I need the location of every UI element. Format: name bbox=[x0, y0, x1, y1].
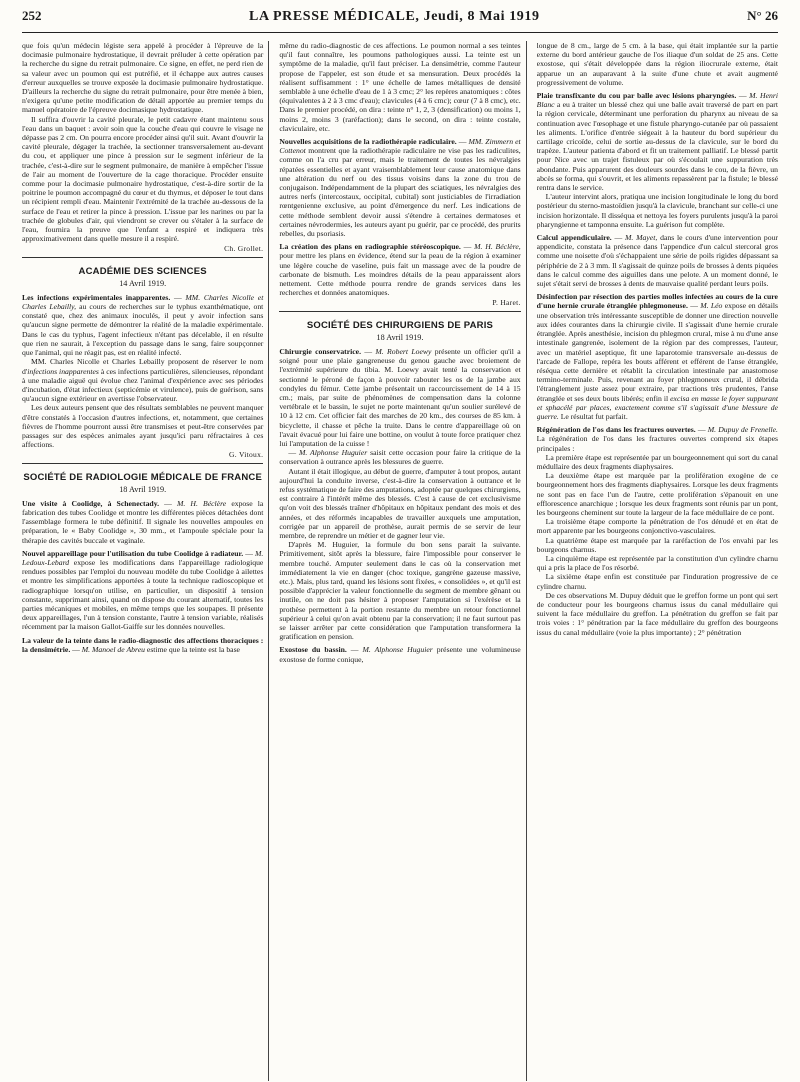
paragraph: D'après M. Huguier, la formule du bon sens parait la suivante. Primitivement, sitôt après la blessure, faire l'impossible pour conserver le membre touché. Amputer seulement dans le cas où la conservation met immédiatement la vie en danger (choc toxique, gangrène gazeuse massive, etc.). Mais, plus tard, quand les lésions sont fixées, « consolidées », et qu'il est possible d'apprécier la valeur fonctionnelle du segment de membre gênant ou inutile, on ne doit pas hésiter à proposer l'amputation si l'exérèse et la prothèse permettent à la portion restante du membre un retour fonctionnel supérieur à celui qu'on avait obtenu par la conservation; il ne faut surtout pas se laisser arrêter par cette considération que l'amputation transformera la gratification en pension. bbox=[279, 540, 521, 642]
paragraph: L'auteur intervint alors, pratiqua une incision longitudinale le long du bord postérieur du sterno-mastoïdien jusqu'à la clavicule, branchant sur celle-ci une incision horizontale. Il disséqua et nettoya les foyers purulents jusqu'à la paroi pharyngienne et tamponna ensuite. La guérison fut complète. bbox=[536, 192, 778, 229]
article-text: La régénération de l'os dans les fractures ouvertes comprend six étapes principales : bbox=[536, 434, 778, 453]
emphasis: infections inapparentes bbox=[27, 366, 99, 376]
section-heading: SOCIÉTÉ DES CHIRURGIENS DE PARIS bbox=[306, 319, 494, 331]
section-heading: ACADÉMIE DES SCIENCES bbox=[78, 265, 207, 277]
column-2 bbox=[279, 41, 526, 1081]
emphasis: excisa en masse le foyer suppurant et sphacélé par places, exactement comme s'il s'agissait d'une blessure de guerre. bbox=[536, 393, 778, 421]
article-title: Calcul appendiculaire. bbox=[536, 233, 612, 243]
paragraph: longue de 8 cm., large de 5 cm. à la base, qui était implantée sur la partie externe du bord antérieur gauche de l'os iliaque d'un soldat de 25 ans. Cette exostose, qui s'était développée dans la région iliocrurale externe, était apparue un an auparavant à la suite d'une chute et avait augmenté progressivement de volume. bbox=[536, 41, 778, 87]
text-run: à ces infections particulières, silencieuses, répondant à une maladie aiguë qui évolue chez l'animal d'expérience avec ses périodes d'incubation, d'état infectieux (septicémie et virulence), puis de guérison, sans qu'aucun signe extérieur en avertisse l'observateur. bbox=[22, 366, 264, 404]
article-authors: M. Alphonse Huguier bbox=[362, 645, 433, 655]
paragraph: La sixième étape enfin est constituée par l'induration progressive de ce cylindre charnu. bbox=[536, 572, 778, 591]
article: Exostose du bassin. — M. Alphonse Huguier présente une volumineuse exostose de forme conique, bbox=[279, 645, 521, 664]
article-authors: M. Mayet, bbox=[625, 233, 658, 243]
paragraph: Il suffira d'ouvrir la cavité pleurale, le petit cadavre étant maintenu sous l'eau dans un baquet : avoir soin que la couche d'eau qui couvre le visage ne dépasse pas 2 cm. On pourra encore procéder ainsi qu'il suit. Avant d'ouvrir la cavité pleurale, dégager la trachée, la sectionner transversalement au-devant du cou, et appliquer une pince à pression sur le segment inférieur de la trachée, c'est-à-dire sur le segment pulmonaire, de manière à empêcher l'issue de l'air au moment de l'ouverture de la cage thoracique. Procéder ensuite comme pour la docimasie pulmonaire hydrostatique, c'est-à-dire sortir de la poitrine le poumon accompagné du cœur et du thymus, et déposer le tout dans un récipient rempli d'eau. Maintenir l'extrémité de la trachée au-dessous de la surface de l'eau et retirer la pince à pression. L'issue par les narines ou par la trachée de globules d'air, qui viendront se crever ou s'étaler à la surface de l'eau, fournira la preuve que l'enfant a respiré et indiquera très approximativement dans quelle mesure il a respiré. bbox=[22, 114, 264, 244]
section-heading: SOCIÉTÉ DE RADIOLOGIE MÉDICALE DE FRANCE bbox=[23, 471, 262, 483]
section-date: 18 Avril 1919. bbox=[119, 484, 167, 494]
article-authors: MM. Zimmern et Cottenot bbox=[279, 137, 521, 156]
article: Désinfection par résection des parties molles infectées au cours de la cure d'une hernie crurale étranglée phlegmoneuse. — M. Léo expose en détails une observation très intéressante susceptible de donner une direction nouvelle aux idées courantes dans la chirurgie civile. Il s'agissait d'une hernie crurale étranglée. Après anesthésie, incision du phlegmon crural, mise à nu d'une anse intestinale gangrenée, isolement de la région par des compresses, l'auteur, avec un matériel aseptique, fit une laparotomie transversale au-dessus de l'arcade de Fallope, repéra les bouts afférent et efférent de l'anse étranglée, réséqua cette dernière et rétablit la circulation intestinale par anastomose termino-terminale. Puis, revenant au foyer phlegmoneux crural, il débrida l'étranglement juste assez pour extraire, par tractions très prudentes, l'anse étranglée et ses deux bouts libérés; enfin il excisa en masse le foyer suppurant et sphacélé par places, exactement comme s'il s'agissait d'une blessure de guerre. Le résultat fut parfait. bbox=[536, 292, 778, 421]
article-authors: M. H. Béclère, bbox=[474, 242, 521, 252]
columns bbox=[22, 41, 778, 1081]
article-title: Une visite à Coolidge, à Schenectady. bbox=[22, 498, 160, 508]
article-text: expose en détails une observation très intéressante susceptible de donner une direction nouvelle aux idées courantes dans la chirurgie civile. Il s'agissait d'une hernie crurale étranglée. Après anesthésie, incision du phlegmon crural, mise à nu d'une anse intestinale gangrenée, isolement de la région par des compresses, l'auteur, avec un matériel aseptique, fit une laparotomie transversale au-dessus de l'arcade de Fallope, repéra les bouts afférent et efférent de l'anse étranglée, réséqua cette dernière et rétablit la circulation intestinale par anastomose termino-terminale. Puis, revenant au foyer phlegmoneux crural, il débrida l'étranglement juste assez pour extraire, par tractions très prudentes, l'anse étranglée et ses deux bouts libérés; enfin il bbox=[536, 301, 778, 403]
paragraph: La deuxième étape est marquée par la prolifération exogène de ce bourgeonnement hors des fragments diaphysaires. Lorsque les deux fragments ne sont pas en face l'un de l'autre, cette prolifération s'épanouit en une efflorescence anarchique ; lorsque les deux fragments sont réunis par un pont, les bourgeons cheminent sur toute la largeur de la face médullaire de ce pont. bbox=[536, 471, 778, 517]
article: La création des plans en radiographie stéréoscopique. — M. H. Béclère, pour mettre les plans en évidence, étend sur la peau de la région à examiner une légère couche de vaseline, puis fait un massage avec de la poudre de carbonate de bismuth. Les moindres détails de la peau apparaissent alors nettement. Cette méthode pourra rendre de grands services dans les recherches et données anatomiques. bbox=[279, 242, 521, 298]
article-text: au cours de recherches sur le typhus exanthématique, ont constaté que, chez des animaux inoculés, il peut y avoir infection sans qu'aucun signe permette de démontrer la réalité de la maladie expérimentale. Dans le cas du typhus, l'agent infectieux n'étant pas décelable, il en résulte que rien ne saurait, à l'exception du passage dans le sang, faire soupçonner que l'animal, qui ne réagit pas, est en réalité infecté. bbox=[22, 302, 264, 358]
article-authors: M. Robert Loewy bbox=[375, 346, 432, 356]
article: Nouvelles acquisitions de la radiothérapie radiculaire. — MM. Zimmern et Cottenot montrent que la radiothérapie radiculaire ne vise pas les radiculites, comme on l'a cru par erreur, mais le traitement de toutes les névralgies répatées essentielles et ayant vraisemblablement leur cause anatomique dans une altération du nerf ou des tissus voisins dans la zone du trou de conjugaison. Indépendamment de la plupart des sciatiques, les névralgies des autres nerfs (intercostaux, occipital, cubital) sont justiciables de l'irradiation rœntgenienne exclusive, au point d'émergence du nerf. Les indications de cette méthode semblent devoir aussi s'étendre à certaines dermatoses et certaines névrodermies, les auteurs ayant pu guérir, par ce procédé, des prurits rebelles, du psoriasis. bbox=[279, 137, 521, 239]
article-text: expose la fabrication des tubes Coolidge et montre les différentes pièces détachées dont l'assemblage formera le tube définitif. Il signale les nouvelles ampoules en préparation, le « Baby Coolidge », 30 mm., et l'ampoule spéciale pour la thérapie des cavités buccale et vaginale. bbox=[22, 498, 264, 545]
article: Les infections expérimentales inapparentes. — MM. Charles Nicolle et Charles Lebailly, au cours de recherches sur le typhus exanthématique, ont constaté que, chez des animaux inoculés, il peut y avoir infection sans qu'aucun signe permette de démontrer la réalité de la maladie expérimentale. Dans le cas du typhus, l'agent infectieux n'étant pas décelable, il en résulte que rien ne saurait, à l'exception du passage dans le sang, faire soupçonner que l'animal, qui ne réagit pas, est en réalité infecté. bbox=[22, 292, 264, 358]
article-text: pour mettre les plans en évidence, étend sur la peau de la région à examiner une légère couche de vaseline, puis fait un massage avec de la poudre de carbonate de bismuth. Les moindres détails de la peau apparaissent alors nettement. Cette méthode pourra rendre de grands services dans les recherches et données anatomiques. bbox=[279, 251, 521, 298]
section-date: 14 Avril 1919. bbox=[119, 278, 167, 288]
page-number: 252 bbox=[22, 8, 42, 23]
paragraph bbox=[22, 357, 263, 403]
page-header bbox=[22, 8, 778, 33]
section-divider bbox=[22, 257, 263, 258]
article-text: a eu à traiter un blessé chez qui une balle avait traversé de part en part la région cervicale, déterminant une perforation du pharynx au niveau de sa continuation avec l'œsophage et une fistule pharyngo-cutanée par où passaient les aliments. L'orifice d'entrée siégeait à la hauteur du bord supérieur du cartilage cricoïde, celui de sortie au-dessus de la clavicule, sur le bord du trapèze. L'auteur patienta d'abord et fit un traitement palliatif. Le blessé partit pour Nice avec un trajet fistuleux par où s'écoulait une suppuration très abondante. Puis apparurent des douleurs sourdes dans le cou, de la fièvre, un abcès se forma, qui s'ouvrit, et les aliments repassèrent par la fistule; le blessé rentra dans le service. bbox=[536, 100, 778, 193]
article-text: estime que la teinte est la base bbox=[146, 644, 240, 654]
paragraph: La cinquième étape est représentée par la constitution d'un cylindre charnu qui a pris la place de l'os résorbé. bbox=[536, 553, 778, 573]
paragraph: La quatrième étape est marquée par la raréfaction de l'os envahi par les bourgeons charnus. bbox=[536, 535, 778, 554]
paragraph: Autant il était illogique, au début de guerre, d'amputer à tout propos, autant aujourd'hui la conduite inverse, c'est-à-dire la conservation à outrance et le refus systématique de faire des amputations, adoptée par quelques chirurgiens, est contraire à l'intérêt même des blessés. C'est à cause de cet exclusivisme qu'on voit des blessés traîner d'hôpitaux en hôpitaux pendant des mois et des années, et des réformés incapables de travailler auxquels une amputation, corrigée par un appareil de prothèse, aurait permis de se servir de leur membre, de reprendre un métier et de gagner leur vie. bbox=[279, 466, 521, 540]
article-title: La création des plans en radiographie stéréoscopique. bbox=[279, 242, 461, 252]
author-signature: G. Vitoux. bbox=[229, 450, 264, 460]
article-title: Régénération de l'os dans les fractures ouvertes. bbox=[536, 425, 696, 435]
article-text: Le résultat fut parfait. bbox=[558, 411, 628, 421]
article-text: montrent que la radiothérapie radiculaire ne vise pas les radiculites, comme on l'a cru par erreur, mais le traitement de toutes les névralgies répatées essentielles et ayant vraisemblablement leur cause anatomique dans une altération du nerf ou des tissus voisins dans la zone du trou de conjugaison. Indépendamment de la plupart des sciatiques, les névralgies des autres nerfs (intercostaux, occipital, cubital) sont justiciables de l'irradiation rœntgenienne exclusive, au point d'émergence du nerf. Les indications de cette méthode semblent devoir aussi s'étendre à certaines dermatoses et certaines névrodermies, les auteurs ayant pu guérir, par ce procédé, des prurits rebelles, du psoriasis. bbox=[279, 146, 521, 239]
article-authors: MM. Charles Nicolle et Charles Lebailly, bbox=[22, 292, 264, 312]
article-title: Nouvel appareillage pour l'utilisation du tube Coolidge à radiateur. bbox=[22, 548, 244, 558]
article-authors: M. Manoel de Abreu bbox=[81, 644, 145, 654]
column-3 bbox=[537, 41, 778, 1081]
article: Nouvel appareillage pour l'utilisation du tube Coolidge à radiateur. — M. Ledoux-Lebard expose les modifications dans l'appareillage radiologique rendues possibles par l'emploi du nouveau modèle du tube Coolidge à ailettes et montre les simplifications apportées à toute la technique radioscopique et radiographique lorsqu'on utilise, en particulier, un dispositif à tension constante, supprimant ainsi, quand on dispose du courant alternatif, toutes les parties mécaniques et mobiles, en même temps que les soupapes. Il présente deux appareillages, l'un à tension constante, l'autre à tension variable, réalisés récemment par la maison Gallot-Gaiffe sur les données nouvelles. bbox=[22, 548, 264, 632]
paragraph: La première étape est représentée par un bourgeonnement qui sort du canal médullaire des deux fragments diaphysaires. bbox=[536, 452, 778, 471]
paragraph: La troisième étape comporte la pénétration de l'os dénudé et en état de mort apparente par les bourgeons conjonctivo-vasculaires. bbox=[536, 517, 778, 536]
article: Calcul appendiculaire. — M. Mayet, dans le cours d'une intervention pour appendicite, constata la présence dans l'appendice d'un calcul stercoral gros comme une noisette d'où s'échappaient une série de poils rigides dépassant sa périphérie de 2 à 3 mm. Il s'agissait de quinze poils de brosses à dents piquées dans le calcul comme des aiguilles dans une pelote. A un moment donné, le sujet s'était servi de brosses à dents de mauvaise qualité perdant leurs poils. bbox=[536, 233, 778, 289]
article-text: dans le cours d'une intervention pour appendicite, constata la présence dans l'appendice d'un calcul stercoral gros comme une noisette d'où s'échappaient une série de poils rigides dépassant sa périphérie de 2 à 3 mm. Il s'agissait de quinze poils de brosses à dents piquées dans le calcul comme des aiguilles dans une pelote. A un moment donné, le sujet s'était servi de brosses à dents de mauvaise qualité perdant leurs poils. bbox=[536, 233, 778, 289]
article-authors: M. Henri Blanc bbox=[536, 91, 778, 110]
article-text: présente une volumineuse exostose de forme conique, bbox=[279, 645, 521, 664]
issue-number: N° 26 bbox=[747, 8, 778, 23]
paragraph: même du radio-diagnostic de ces affections. Le poumon normal a ses teintes qu'il faut connaître, les poumons pathologiques aussi. La teinte est un symptôme de la maladie, qu'il faut préciser. La densimétrie, comme l'auteur propose de l'appeler, est son étude et sa mensuration. Deux procédés la réalisent suffisamment : 1° une échelle de lames métalliques de densité semblable à une échelle d'eau de 1 à 3 cmc; 2° les repères anatomiques : côtes (équivalentes à 2 à 3 cmc d'eau); clavicules (4 à 6 cmc); cœur (7 à 8 cmc), etc. Dans le premier procédé, on dira : teinte n° 1, 2, 3 (densification) ou moins 1, moins 2, moins 3 (raréfaction); dans le second, on dira : teinte costale, claviculaire, etc. bbox=[279, 41, 521, 133]
column-1 bbox=[22, 41, 269, 1081]
journal-title: LA PRESSE MÉDICALE, Jeudi, 8 Mai 1919 bbox=[249, 9, 540, 24]
article-authors: M. H. Béclère bbox=[176, 498, 227, 508]
article-authors: M. Alphonse Huguier bbox=[298, 448, 368, 458]
article-title: Chirurgie conservatrice. bbox=[279, 346, 362, 356]
article-text: présente un officier qu'il a soigné pour une plaie gangreneuse du genou gauche avec broiement de l'extrémité supérieure du tibia. M. Loewy avait tenté la conservation et sectionné le péroné de façon à pouvoir rabouter les os de la jambe aux condyles du fémur. Cette jambe présentait un raccourcissement de 14 à 15 cm.; mais, par suite de phénomènes de compensation dans la colonne vertébrale et le bassin, le sujet ne porte maintenant qu'un soulier surélevé de 10 à 12 cm. Cet officier fait des marches de 20 km., des courses de 85 km. à bicyclette, il chasse et pêche la truite. Dans le centre d'appareillage où on l'avait évacué pour lui faire une bottine, on voulut à toute force pratiquer chez lui l'amputation de la cuisse ! bbox=[279, 346, 521, 448]
section-divider bbox=[279, 311, 520, 312]
article-text: saisit cette occasion pour faire la critique de la conservation à outrance après les blessures de guerre. bbox=[279, 448, 521, 467]
article-text: expose les modifications dans l'appareillage radiologique rendues possibles par l'emploi du nouveau modèle du tube Coolidge à ailettes et montre les simplifications apportées à toute la technique radioscopique et radiographique lorsqu'on utilise, en particulier, un dispositif à tension constante, supprimant ainsi, quand on dispose du courant alternatif, toutes les parties mécaniques et mobiles, en même temps que les soupapes. Il présente deux appareillages, l'un à tension constante, l'autre à tension variable, réalisés récemment par la maison Gallot-Gaiffe sur les données nouvelles. bbox=[22, 557, 264, 632]
article: La valeur de la teinte dans le radio-diagnostic des affections thoraciques : la densimétrie. — M. Manoel de Abreu estime que la teinte est la base bbox=[22, 635, 264, 654]
article-title: Les infections expérimentales inapparentes. bbox=[22, 292, 171, 302]
author-signature: Ch. Grollet. bbox=[224, 244, 264, 254]
article-authors: M. Dupuy de Frenelle. bbox=[707, 425, 778, 435]
article: Plaie transfixante du cou par balle avec lésions pharyngées. — M. Henri Blanc a eu à traiter un blessé chez qui une balle avait traversé de part en part la région cervicale, déterminant une perforation du pharynx au niveau de sa continuation avec l'œsophage et une fistule pharyngo-cutanée par où passaient les aliments. L'orifice d'entrée siégeait à la hauteur du bord supérieur du cartilage cricoïde, celui de sortie au-dessus de la clavicule, sur le bord du trapèze. L'auteur patienta d'abord et fit un traitement palliatif. Le blessé partit pour Nice avec un trajet fistuleux par où s'écoulait une suppuration très abondante. Puis apparurent des douleurs sourdes dans le cou, de la fièvre, un abcès se forma, qui s'ouvrit, et les aliments repassèrent par la fistule; le blessé rentra dans le service. bbox=[536, 91, 778, 193]
section-divider bbox=[22, 463, 263, 464]
section-date: 18 Avril 1919. bbox=[376, 332, 424, 342]
article-title: Plaie transfixante du cou par balle avec lésions pharyngées. bbox=[536, 91, 737, 101]
article: Chirurgie conservatrice. — M. Robert Loewy présente un officier qu'il a soigné pour une plaie gangreneuse du genou gauche avec broiement de l'extrémité supérieure du tibia. M. Loewy avait tenté la conservation et sectionné le péroné de façon à pouvoir rabouter les os de la jambe aux condyles du fémur. Cette jambe présentait un raccourcissement de 14 à 15 cm.; mais, par suite de phénomènes de compensation dans la colonne vertébrale et le bassin, le sujet ne porte maintenant qu'un soulier surélevé de 10 à 12 cm. Cet officier fait des marches de 20 km., des courses de 85 km. à bicyclette, il chasse et pêche la truite. Dans le centre d'appareillage où on l'avait évacué pour lui faire une bottine, on voulut à toute force pratiquer chez lui l'amputation de la cuisse ! bbox=[279, 346, 521, 448]
article-title: La valeur de la teinte dans le radio-diagnostic des affections thoraciques : la densimétrie. bbox=[22, 635, 264, 654]
article: Une visite à Coolidge, à Schenectady. — M. H. Béclère expose la fabrication des tubes Coolidge et montre les différentes pièces détachées dont l'assemblage formera le tube définitif. Il signale les nouvelles ampoules en préparation, le « Baby Coolidge », 30 mm., et l'ampoule spéciale pour la thérapie des cavités buccale et vaginale. bbox=[22, 498, 264, 545]
text-run: MM. Charles Nicolle et Charles Lebailly proposent de réserver le nom d' bbox=[22, 357, 264, 376]
article-authors: M. Ledoux-Lebard bbox=[22, 548, 264, 567]
article-title: Exostose du bassin. bbox=[279, 645, 347, 655]
author-signature: P. Haret. bbox=[492, 298, 521, 308]
paragraph: De ces observations M. Dupuy déduit que le greffon forme un pont qui sert de conducteur pour les bourgeons charnus issus du canal médullaire qui suivent la face médullaire du greffon. La pénétration du greffon se fait par trois voies : 1° pénétration par la face médullaire du greffon des bourgeons issus du canal médullaire (voie la plus importante) ; 2° pénétration bbox=[536, 590, 778, 637]
article: Régénération de l'os dans les fractures ouvertes. — M. Dupuy de Frenelle. La régénération de l'os dans les fractures ouvertes comprend six étapes principales : bbox=[536, 425, 778, 453]
paragraph: — M. Alphonse Huguier saisit cette occasion pour faire la critique de la conservation à outrance après les blessures de guerre. bbox=[279, 448, 521, 467]
article-authors: M. Léo bbox=[700, 301, 723, 311]
paragraph: que fois qu'un médecin légiste sera appelé à procéder à l'épreuve de la docimasie pulmonaire hydrostatique, il devrait préluder à cette opération par la recherche du signe du retrait pulmonaire. Ce signe, en effet, ne perd rien de sa valeur avec un poumon qui est putréfié, et il échappe aux autres causes d'erreur auxquelles se trouve exposée la docimasie pulmonaire hydrostatique. D'ailleurs la recherche du signe du retrait pulmonaire, pour être menée à bien, n'exigera qu'une petite modification de détail apportée au premier temps du manuel opératoire de l'épreuve docimasique hydrostatique. bbox=[22, 41, 264, 115]
article-title: Désinfection par résection des parties molles infectées au cours de la cure d'une hernie crurale étranglée phlegmoneuse. bbox=[536, 292, 778, 311]
paragraph: Les deux auteurs pensent que des résultats semblables ne peuvent manquer d'être constatés à l'occasion d'autres infections, et, notamment, que certaines fièvres de l'homme pourront aussi être transmises et peut-être conservées par passages sur des espèces animales ayant jusqu'ici paru réfractaires à ces affections. bbox=[22, 403, 264, 450]
article-title: Nouvelles acquisitions de la radiothérapie radiculaire. bbox=[279, 137, 457, 147]
